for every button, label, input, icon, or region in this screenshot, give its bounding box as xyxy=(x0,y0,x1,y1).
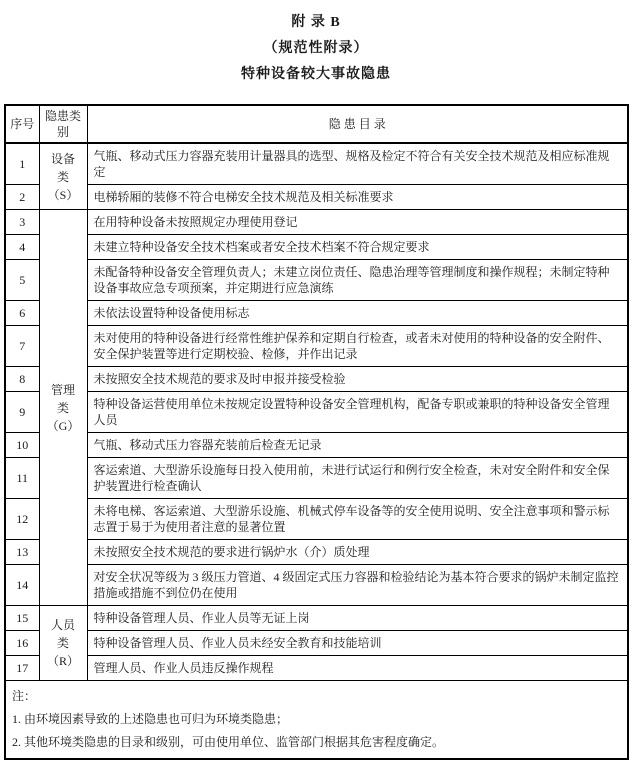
table-row xyxy=(5,433,628,458)
hazard-text: 在用特种设备未按照规定办理使用登记 xyxy=(87,210,628,235)
row-number: 10 xyxy=(5,433,39,458)
hazard-text: 未依法设置特种设备使用标志 xyxy=(87,301,628,326)
hazard-text: 特种设备管理人员、作业人员等无证上岗 xyxy=(87,606,628,631)
row-number: 4 xyxy=(5,235,39,260)
document-title: 特种设备较大事故隐患 xyxy=(241,67,391,82)
table-row xyxy=(5,326,628,367)
row-number: 11 xyxy=(5,458,39,499)
title-block xyxy=(0,0,632,88)
hazard-table xyxy=(4,104,629,760)
hazard-text: 特种设备管理人员、作业人员未经安全教育和技能培训 xyxy=(87,631,628,656)
table-row xyxy=(5,367,628,392)
table-row xyxy=(5,210,628,235)
category-cell-management xyxy=(39,210,87,606)
table-row xyxy=(5,565,628,606)
hazard-text: 气瓶、移动式压力容器充装前后检查无记录 xyxy=(87,433,628,458)
table-row xyxy=(5,458,628,499)
hazard-text: 未对使用的特种设备进行经常性维护保养和定期自行检查，或者未对使用的特种设备的安全附件、安全保护装置等进行定期校验、检修，并作出记录 xyxy=(87,326,628,367)
hazard-text: 气瓶、移动式压力容器充装用计量器具的选型、规格及检定不符合有关安全技术规范及相应标准规定 xyxy=(87,143,628,185)
appendix-heading: 附 录 B xyxy=(291,15,341,30)
appendix-subtitle: （规范性附录） xyxy=(263,41,369,56)
category-name: 管理类 xyxy=(50,382,75,415)
row-number: 7 xyxy=(5,326,39,367)
table-row xyxy=(5,631,628,656)
note-item-2: 2. 其他环境类隐患的目录和级别，可由使用单位、监管部门根据其危害程度确定。 xyxy=(12,735,445,749)
category-name: 人员类 xyxy=(50,618,75,650)
note-title: 注： xyxy=(12,689,37,703)
hazard-text: 未按照安全技术规范的要求及时申报并接受检验 xyxy=(87,367,628,392)
hazard-text: 未将电梯、客运索道、大型游乐设施、机械式停车设备等的安全使用说明、安全注意事项和警示标志置于易于为使用者注意的显著位置 xyxy=(87,499,628,540)
table-row xyxy=(5,143,628,185)
table-row xyxy=(5,656,628,681)
row-number: 6 xyxy=(5,301,39,326)
note-row xyxy=(5,681,628,760)
category-code: （S） xyxy=(47,187,79,202)
table-header-row xyxy=(5,105,628,143)
row-number: 15 xyxy=(5,606,39,631)
row-number: 5 xyxy=(5,260,39,301)
table-row xyxy=(5,606,628,631)
row-number: 13 xyxy=(5,540,39,565)
header-catalog: 隐 患 目 录 xyxy=(87,105,628,143)
hazard-text: 电梯轿厢的装修不符合电梯安全技术规范及相关标准要求 xyxy=(87,185,628,210)
hazard-text: 未按照安全技术规范的要求进行锅炉水（介）质处理 xyxy=(87,540,628,565)
hazard-text: 管理人员、作业人员违反操作规程 xyxy=(87,656,628,681)
category-name: 设备类 xyxy=(50,151,75,184)
hazard-text: 未配备特种设备安全管理负责人；未建立岗位责任、隐患治理等管理制度和操作规程；未制定特种设备事故应急专项预案，并定期进行应急演练 xyxy=(87,260,628,301)
row-number: 14 xyxy=(5,565,39,606)
header-no: 序号 xyxy=(5,105,39,143)
category-code: （G） xyxy=(46,418,80,433)
row-number: 12 xyxy=(5,499,39,540)
row-number: 2 xyxy=(5,185,39,210)
row-number: 17 xyxy=(5,656,39,681)
note-item-1: 1. 由环境因素导致的上述隐患也可归为环境类隐患； xyxy=(12,712,289,726)
row-number: 3 xyxy=(5,210,39,235)
table-row xyxy=(5,499,628,540)
notes-section xyxy=(5,681,628,760)
table-row xyxy=(5,185,628,210)
row-number: 16 xyxy=(5,631,39,656)
header-category: 隐患类别 xyxy=(39,105,87,143)
row-number: 9 xyxy=(5,392,39,433)
row-number: 8 xyxy=(5,367,39,392)
hazard-text: 特种设备运营使用单位未按规定设置特种设备安全管理机构，配备专职或兼职的特种设备安全管理人员 xyxy=(87,392,628,433)
hazard-text: 客运索道、大型游乐设施每日投入使用前，未进行试运行和例行安全检查，未对安全附件和安全保护装置进行检查确认 xyxy=(87,458,628,499)
table-row xyxy=(5,301,628,326)
table-row xyxy=(5,392,628,433)
category-cell-personnel xyxy=(39,606,87,681)
table-row xyxy=(5,260,628,301)
row-number: 1 xyxy=(5,143,39,185)
category-cell-equipment xyxy=(39,143,87,210)
table-row xyxy=(5,235,628,260)
hazard-text: 对安全状况等级为 3 级压力管道、4 级固定式压力容器和检验结论为基本符合要求的锅炉未制定监控措施或措施不到位仍在使用 xyxy=(87,565,628,606)
hazard-text: 未建立特种设备安全技术档案或者安全技术档案不符合规定要求 xyxy=(87,235,628,260)
table-row xyxy=(5,540,628,565)
category-code: （R） xyxy=(46,654,79,668)
